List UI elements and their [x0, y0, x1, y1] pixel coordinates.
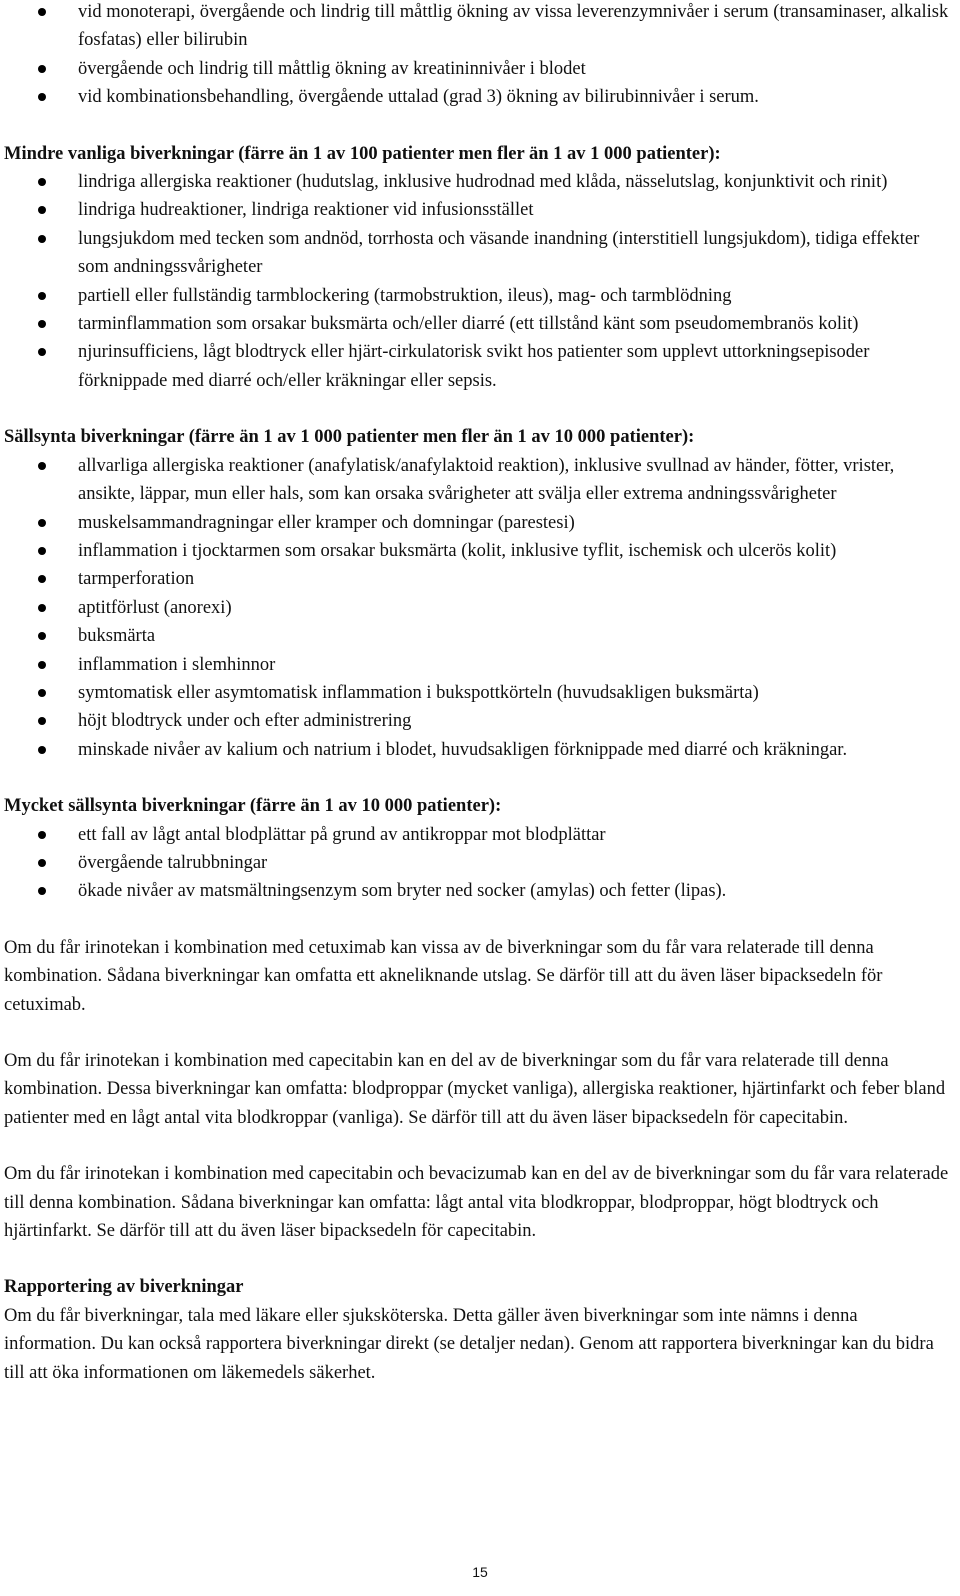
list-item: vid kombinationsbehandling, övergående uttalad (grad 3) ökning av bilirubinnivåer i serum.: [4, 83, 949, 111]
list-item: muskelsammandragningar eller kramper och domningar (parestesi): [4, 509, 949, 537]
very-rare-list: [4, 821, 949, 906]
list-item: allvarliga allergiska reaktioner (anafylatisk/anafylaktoid reaktion), inklusive svullnad av händer, fötter, vrister, ansikte, läppar, mun eller hals, som kan orsaka svårigheter att svälja eller extrema andningssvårigheter: [4, 452, 949, 509]
list-item: övergående talrubbningar: [4, 849, 949, 877]
intro-bullet-list: [4, 0, 949, 112]
capecitabin-bevacizumab-paragraph: Om du får irinotekan i kombination med capecitabin och bevacizumab kan en del av de biverkningar som du får vara relaterade till denna kombination. Sådana biverkningar kan omfatta: lågt antal vita blodkroppar, blodproppar, högt blodtryck och hjärtinfarkt. Se därför till att du även läser bipacksedeln för capecitabin.: [4, 1164, 949, 1242]
reporting-heading: Rapportering av biverkningar: [4, 1277, 244, 1298]
list-item: buksmärta: [4, 622, 949, 650]
list-item: partiell eller fullständig tarmblockering (tarmobstruktion, ileus), mag- och tarmblödning: [4, 282, 949, 310]
list-item: vid monoterapi, övergående och lindrig till måttlig ökning av vissa leverenzymnivåer i serum (transaminaser, alkalisk fosfatas) eller bilirubin: [4, 0, 949, 55]
list-item: tarminflammation som orsakar buksmärta och/eller diarré (ett tillstånd känt som pseudomembranös kolit): [4, 310, 949, 338]
list-item: tarmperforation: [4, 565, 949, 593]
list-item: ett fall av lågt antal blodplättar på grund av antikroppar mot blodplättar: [4, 821, 949, 849]
list-item: övergående och lindrig till måttlig ökning av kreatininnivåer i blodet: [4, 55, 949, 83]
list-item: lindriga hudreaktioner, lindriga reaktioner vid infusionsstället: [4, 196, 949, 224]
list-item: lungsjukdom med tecken som andnöd, torrhosta och väsande inandning (interstitiell lungsjukdom), tidiga effekter som andningssvårigheter: [4, 225, 949, 282]
page-number: 15: [472, 1564, 488, 1580]
page-content: [4, 0, 949, 1387]
rare-heading: Sällsynta biverkningar (färre än 1 av 1 000 patienter men fler än 1 av 10 000 patienter):: [4, 427, 695, 448]
rare-list: [4, 452, 949, 764]
list-item: höjt blodtryck under och efter administrering: [4, 707, 949, 735]
uncommon-list: [4, 168, 949, 395]
reporting-paragraph: Om du får biverkningar, tala med läkare eller sjuksköterska. Detta gäller även biverkningar som inte nämns i denna information. Du kan också rapportera biverkningar direkt (se detaljer nedan). Genom att rapportera biverkningar kan du bidra till att öka informationen om läkemedels säkerhet.: [4, 1305, 934, 1383]
list-item: ökade nivåer av matsmältningsenzym som bryter ned socker (amylas) och fetter (lipas).: [4, 877, 949, 905]
uncommon-heading: Mindre vanliga biverkningar (färre än 1 av 100 patienter men fler än 1 av 1 000 patienter):: [4, 143, 721, 164]
list-item: inflammation i slemhinnor: [4, 651, 949, 679]
list-item: inflammation i tjocktarmen som orsakar buksmärta (kolit, inklusive tyflit, ischemisk och ulcerös kolit): [4, 537, 949, 565]
very-rare-heading: Mycket sällsynta biverkningar (färre än 1 av 10 000 patienter):: [4, 796, 502, 817]
list-item: minskade nivåer av kalium och natrium i blodet, huvudsakligen förknippade med diarré och kräkningar.: [4, 736, 949, 764]
capecitabin-paragraph: Om du får irinotekan i kombination med capecitabin kan en del av de biverkningar som du får vara relaterade till denna kombination. Dessa biverkningar kan omfatta: blodproppar (mycket vanliga), allergiska reaktioner, hjärtinfarkt och feber bland patienter med en lågt antal vita blodkroppar (vanliga). Se därför till att du även läser bipacksedeln för capecitabin.: [4, 1051, 946, 1128]
list-item: aptitförlust (anorexi): [4, 594, 949, 622]
list-item: symtomatisk eller asymtomatisk inflammation i bukspottkörteln (huvudsakligen buksmärta): [4, 679, 949, 707]
list-item: njurinsufficiens, lågt blodtryck eller hjärt-cirkulatorisk svikt hos patienter som upplevt uttorkningsepisoder förknippade med diarré och/eller kräkningar eller sepsis.: [4, 338, 949, 395]
list-item: lindriga allergiska reaktioner (hudutslag, inklusive hudrodnad med klåda, nässelutslag, konjunktivit och rinit): [4, 168, 949, 196]
cetuximab-paragraph: Om du får irinotekan i kombination med cetuximab kan vissa av de biverkningar som du får vara relaterade till denna kombination. Sådana biverkningar kan omfatta ett akneliknande utslag. Se därför till att du även läser bipacksedeln för cetuximab.: [4, 937, 883, 1015]
